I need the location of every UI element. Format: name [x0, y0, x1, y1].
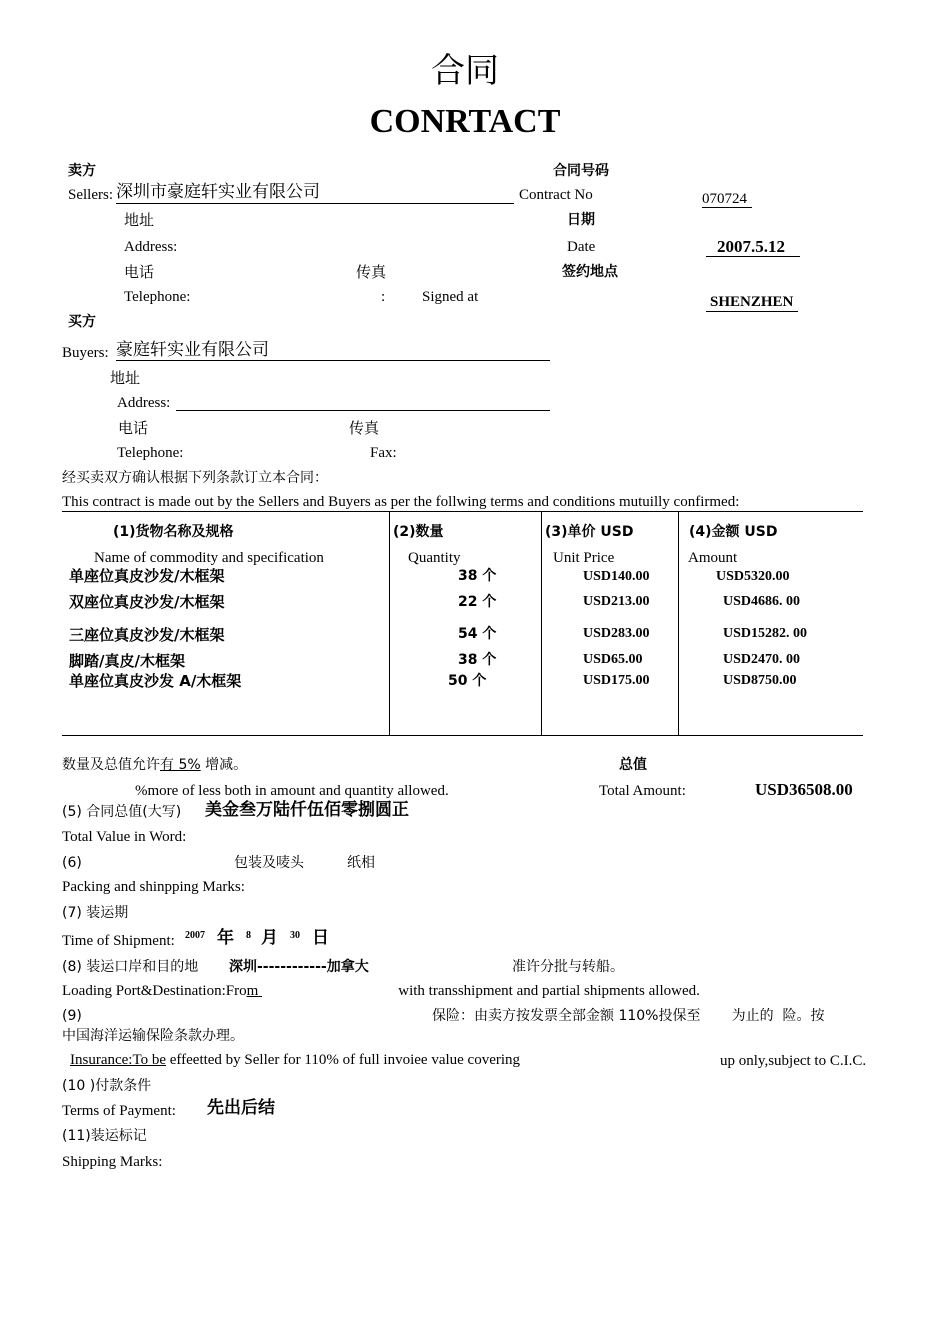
clause9-en	[70, 1052, 520, 1069]
col-header-qty-en: Quantity	[408, 550, 461, 566]
col-header-price-en: Unit Price	[553, 550, 615, 566]
contract-no-value: 070724	[702, 191, 747, 207]
table-row-3-name: 三座位真皮沙发/木框架	[69, 626, 225, 644]
table-row-2-price: USD213.00	[583, 594, 650, 609]
date-cn: 日期	[567, 212, 595, 228]
seller-address-en: Address:	[124, 239, 178, 255]
buyer-label-cn: 买方	[68, 314, 96, 330]
clause9-en-right: up only,subject to C.I.C.	[720, 1053, 867, 1069]
clause8-blank	[258, 983, 398, 1000]
title-cn: 合同	[431, 51, 499, 91]
date-underline	[706, 256, 800, 257]
table-row-3-qty: 54 个	[458, 626, 497, 642]
tolerance-cn-suffix: 增减。	[200, 757, 248, 773]
clause11-cn: (11)装运标记	[62, 1128, 147, 1144]
seller-fax-cn: 传真	[356, 263, 387, 281]
total-label-en: Total Amount:	[599, 783, 686, 799]
col-header-qty-cn: (2)数量	[393, 524, 444, 540]
table-row-1-amount: USD5320.00	[716, 569, 790, 584]
clause8-route: 深圳------------加拿大	[229, 959, 369, 975]
contract-no-cn: 合同号码	[553, 163, 609, 179]
place-value: SHENZHEN	[710, 294, 794, 310]
tolerance-en: %more of less both in amount and quantity allowed.	[135, 783, 449, 799]
clause6-cn: (6)	[62, 855, 82, 871]
table-row-4-price: USD65.00	[583, 652, 643, 667]
clause7-month: 8	[246, 930, 251, 941]
col-header-amount-en: Amount	[688, 550, 738, 566]
clause11-en: Shipping Marks:	[62, 1154, 163, 1170]
tolerance-cn	[62, 757, 247, 773]
seller-address-cn: 地址	[124, 211, 155, 229]
clause7-day-cn: 日	[312, 928, 329, 948]
total-value: USD36508.00	[755, 780, 853, 799]
table-row-2-qty: 22 个	[458, 594, 497, 610]
clause5-value: 美金叁万陆仟伍佰零捌圆正	[205, 800, 409, 820]
clause7-cn: (7) 装运期	[62, 905, 129, 921]
signed-at-label: Signed at	[422, 289, 479, 305]
buyer-fax-cn: 传真	[349, 419, 380, 437]
clause9-cn: (9)	[62, 1008, 82, 1024]
col-header-name-en: Name of commodity and specification	[94, 550, 324, 566]
buyer-address-en: Address:	[117, 395, 171, 411]
buyer-address-underline	[176, 410, 550, 411]
clause8-en-m: m	[246, 983, 259, 999]
place-cn: 签约地点	[562, 264, 618, 280]
clause7-month-cn: 月	[261, 928, 278, 948]
table-row-5-price: USD175.00	[583, 673, 650, 688]
buyer-phone-cn: 电话	[118, 419, 149, 437]
intro-cn: 经买卖双方确认根据下列条款订立本合同：	[62, 470, 328, 486]
contract-no-en: Contract No	[519, 187, 593, 203]
seller-label-cn: 卖方	[68, 163, 96, 179]
clause9-cn-right: 保险：由卖方按发票全部金额 110%投保至 为止的 险。按	[432, 1008, 825, 1024]
clause9-en-underlined: Insurance:To be	[70, 1052, 166, 1068]
table-row-5-qty: 50 个	[448, 673, 487, 689]
table-row-3-price: USD283.00	[583, 626, 650, 641]
col-header-name-cn: (1)货物名称及规格	[113, 524, 234, 540]
table-row-3-amount: USD15282. 00	[723, 626, 808, 641]
table-row-1-qty: 38 个	[458, 568, 497, 584]
table-col-divider-2	[541, 511, 542, 736]
table-row-4-amount: USD2470. 00	[723, 652, 801, 667]
seller-label-en: Sellers:	[68, 187, 113, 203]
clause5-cn: (5) 合同总值(大写)	[62, 804, 182, 820]
buyer-phone-en: Telephone:	[117, 445, 184, 461]
clause8-en	[62, 983, 700, 1000]
table-row-5-name: 单座位真皮沙发 A/木框架	[69, 672, 242, 690]
tolerance-cn-value: 有 5%	[160, 757, 201, 773]
table-col-divider-3	[678, 511, 679, 736]
buyer-name: 豪庭轩实业有限公司	[116, 340, 269, 360]
clause8-cn-right: 准许分批与转船。	[512, 959, 624, 975]
clause9-en-rest: effeetted by Seller for 110% of full invoiee value covering	[166, 1052, 521, 1068]
table-row-2-amount: USD4686. 00	[723, 594, 801, 609]
clause8-en-suffix: with transshipment and partial shipments allowed.	[398, 983, 700, 999]
table-row-4-qty: 38 个	[458, 652, 497, 668]
table-top-border	[62, 511, 863, 512]
table-col-divider-1	[389, 511, 390, 736]
clause10-en: Terms of Payment:	[62, 1103, 176, 1119]
clause9-cn-line2: 中国海洋运输保险条款办理。	[62, 1028, 244, 1044]
tolerance-cn-prefix: 数量及总值允许	[62, 757, 160, 773]
buyer-label-en: Buyers:	[62, 345, 109, 361]
table-row-4-name: 脚踏/真皮/木框架	[69, 652, 185, 670]
date-en: Date	[567, 239, 596, 255]
clause10-value: 先出后结	[207, 1098, 275, 1118]
clause6-cn-value: 纸相	[347, 855, 375, 871]
intro-en: This contract is made out by the Sellers and Buyers as per the follwing terms and conditions mutuilly confirmed:	[62, 494, 740, 510]
clause8-en-prefix: Loading Port&Destination:Fro	[62, 983, 247, 999]
seller-name-underline	[116, 203, 514, 204]
clause7-year: 2007	[185, 930, 205, 941]
clause10-cn: (10 )付款条件	[62, 1078, 152, 1094]
seller-phone-cn: 电话	[124, 263, 155, 281]
date-value: 2007.5.12	[717, 237, 785, 256]
table-row-5-amount: USD8750.00	[723, 673, 797, 688]
seller-phone-en: Telephone:	[124, 289, 191, 305]
col-header-price-cn: (3)单价 USD	[545, 524, 634, 540]
clause7-en: Time of Shipment:	[62, 933, 175, 949]
table-row-1-price: USD140.00	[583, 569, 650, 584]
contract-no-underline	[702, 207, 752, 208]
buyer-name-underline	[116, 360, 550, 361]
total-label-cn: 总值	[619, 757, 647, 773]
col-header-amount-cn: (4)金额 USD	[689, 524, 778, 540]
clause7-day: 30	[290, 930, 300, 941]
table-row-2-name: 双座位真皮沙发/木框架	[69, 593, 225, 611]
buyer-address-cn: 地址	[110, 369, 141, 387]
buyer-fax-en: Fax:	[370, 445, 397, 461]
seller-colon: :	[381, 289, 386, 305]
table-row-1-name: 单座位真皮沙发/木框架	[69, 567, 225, 585]
clause7-year-cn: 年	[217, 928, 234, 948]
seller-name: 深圳市豪庭轩实业有限公司	[116, 182, 320, 202]
clause5-en: Total Value in Word:	[62, 829, 187, 845]
table-bottom-border	[62, 735, 863, 736]
clause6-cn-mid: 包装及唛头	[234, 855, 304, 871]
clause8-cn: (8) 装运口岸和目的地	[62, 959, 199, 975]
title-en: CONRTACT	[369, 103, 561, 140]
clause6-en: Packing and shinpping Marks:	[62, 879, 245, 895]
place-underline	[706, 311, 798, 312]
